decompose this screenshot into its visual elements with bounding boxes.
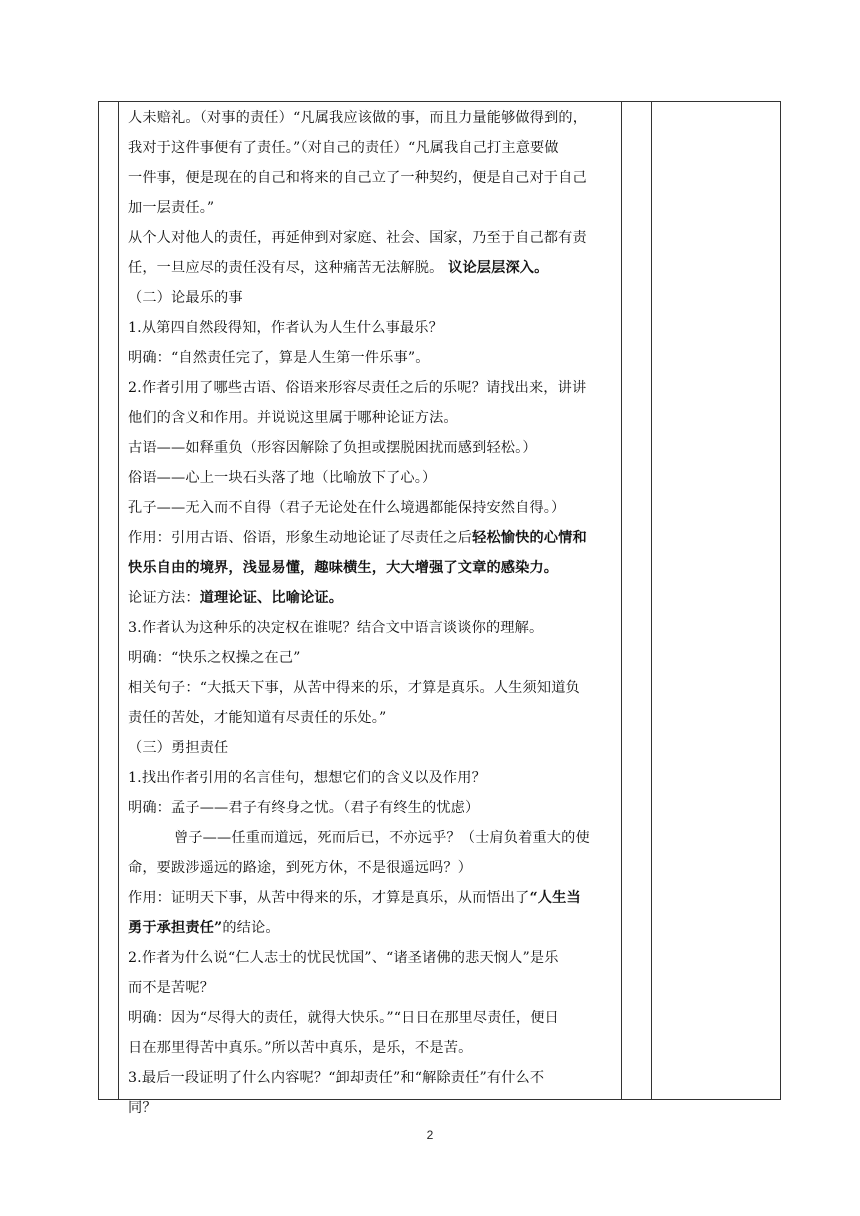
table-column-divider bbox=[621, 102, 622, 1099]
emphasis-text: “人生当 bbox=[529, 890, 581, 906]
emphasis-text: 快乐自由的境界，浅显易懂，趣味横生，大大增强了文章的感染力。 bbox=[128, 560, 559, 576]
answer-line: 明确：因为“尽得大的责任，就得大快乐。”“日日在那里尽责任，便日 bbox=[128, 1010, 559, 1026]
question-line: 3.最后一段证明了什么内容呢？“卸却责任”和“解除责任”有什么不 bbox=[128, 1070, 545, 1086]
question-line: 他们的含义和作用。并说说这里属于哪种论证方法。 bbox=[128, 410, 458, 426]
emphasis-text: 道理论证、比喻论证。 bbox=[199, 590, 344, 606]
text-line: 加一层责任。” bbox=[128, 200, 215, 216]
question-line: 1.找出作者引用的名言佳句，想想它们的含义以及作用？ bbox=[128, 770, 486, 786]
text-line: 我对于这件事便有了责任。”（对自己的责任）“凡属我自己打主意要做 bbox=[128, 140, 559, 156]
page-number: 2 bbox=[426, 1128, 434, 1142]
text-line: 从个人对他人的责任，再延伸到对家庭、社会、国家，乃至于自己都有责 bbox=[128, 230, 587, 246]
answer-line: 明确：孟子——君子有终身之忧。（君子有终生的忧虑） bbox=[128, 800, 480, 816]
text-line: 孔子——无入而不自得（君子无论处在什么境遇都能保持安然自得。） bbox=[128, 500, 566, 516]
answer-line: 日在那里得苦中真乐。”所以苦中真乐，是乐，不是苦。 bbox=[128, 1040, 473, 1056]
table-column-divider bbox=[118, 102, 119, 1099]
text-line: 一件事，便是现在的自己和将来的自己立了一种契约，便是自己对于自己 bbox=[128, 170, 587, 186]
text-line bbox=[128, 883, 620, 913]
text-line: 命，要跋涉遥远的路途，到死方休，不是很遥远吗？） bbox=[128, 860, 473, 876]
text-line bbox=[128, 913, 620, 943]
emphasis-text: 轻松愉快的心情和 bbox=[472, 530, 587, 546]
text-run: 论证方法： bbox=[128, 590, 200, 606]
text-line: 责任的苦处，才能知道有尽责任的乐处。” bbox=[128, 710, 387, 726]
answer-line: 明确：“快乐之权操之在己” bbox=[128, 650, 301, 666]
text-line: 俗语——心上一块石头落了地（比喻放下了心。） bbox=[128, 470, 437, 486]
question-line: 1.从第四自然段得知，作者认为人生什么事最乐？ bbox=[128, 320, 443, 336]
emphasis-text: 议论层层深入。 bbox=[448, 260, 549, 276]
question-line: 同？ bbox=[128, 1100, 157, 1116]
text-run: 任，一旦应尽的责任没有尽，这种痛苦无法解脱。 bbox=[128, 260, 444, 276]
question-line: 3.作者认为这种乐的决定权在谁呢？结合文中语言谈谈你的理解。 bbox=[128, 620, 544, 636]
text-line bbox=[128, 523, 620, 553]
question-line: 2.作者为什么说“仁人志士的忧民忧国”、“诸圣诸佛的悲天悯人”是乐 bbox=[128, 950, 559, 966]
question-line: 2.作者引用了哪些古语、俗语来形容尽责任之后的乐呢？请找出来，讲讲 bbox=[128, 380, 587, 396]
text-run: 作用：证明天下事，从苦中得来的乐，才算是真乐，从而悟出了 bbox=[128, 890, 530, 906]
lesson-content-cell bbox=[128, 103, 620, 1123]
text-line: 曾子——任重而道远，死而后已，不亦远乎？（士肩负着重大的使 bbox=[174, 830, 590, 846]
section-heading: （三）勇担责任 bbox=[128, 740, 229, 756]
emphasis-line bbox=[128, 553, 620, 583]
text-line: 相关句子：“大抵天下事，从苦中得来的乐，才算是真乐。人生须知道负 bbox=[128, 680, 580, 696]
text-line: 古语——如释重负（形容因解除了负担或摆脱困扰而感到轻松。） bbox=[128, 440, 537, 456]
question-line: 而不是苦呢？ bbox=[128, 980, 215, 996]
text-run: 作用：引用古语、俗语，形象生动地论证了尽责任之后 bbox=[128, 530, 473, 546]
emphasis-text: 勇于承担责任” bbox=[128, 920, 223, 936]
text-line bbox=[128, 583, 620, 613]
text-line bbox=[128, 253, 620, 283]
text-run: 的结论。 bbox=[222, 920, 280, 936]
answer-line: 明确：“自然责任完了，算是人生第一件乐事”。 bbox=[128, 350, 430, 366]
section-heading: （二）论最乐的事 bbox=[128, 290, 243, 306]
table-column-divider bbox=[651, 102, 652, 1099]
text-line: 人未赔礼。（对事的责任）“凡属我应该做的事，而且力量能够做得到的， bbox=[128, 110, 588, 126]
